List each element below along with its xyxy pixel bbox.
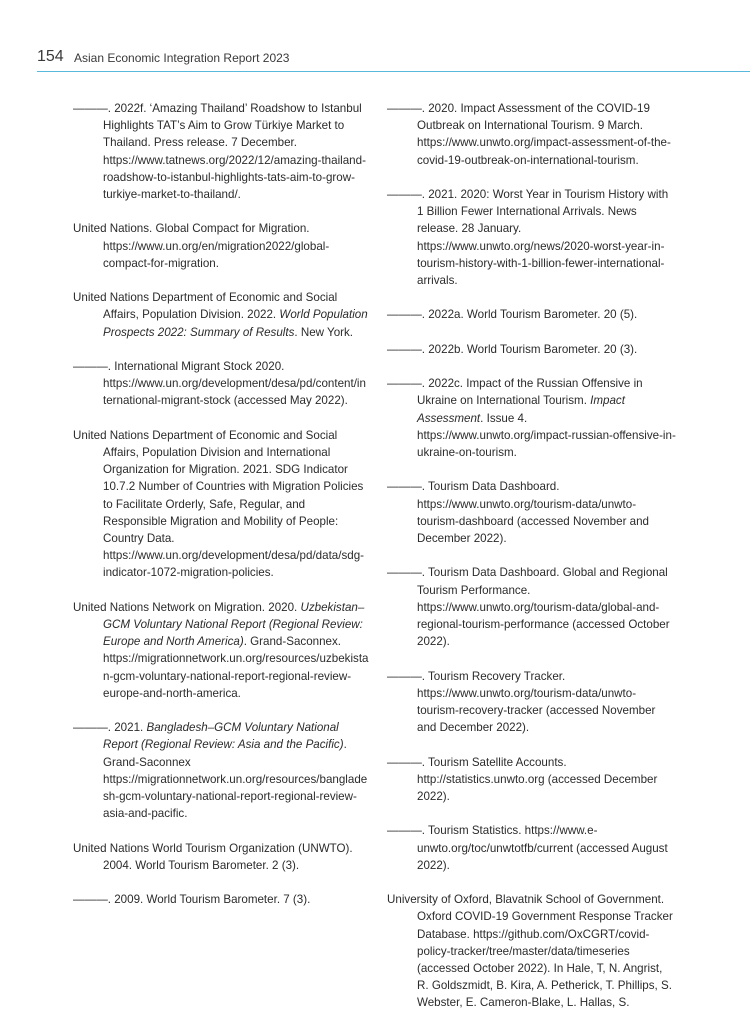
reference-title-italic: Uzbekistan–GCM Voluntary National Report (Regional Review: Europe and North America) xyxy=(103,600,365,649)
reference-entry xyxy=(73,840,369,874)
reference-text: ———. 2022c. Impact of the Russian Offensive in Ukraine on International Tourism. xyxy=(387,377,643,408)
reference-text: ———. Tourism Data Dashboard. Global and Regional Tourism Performance. https://www.unwto.org/tourism-data/global-and-regional-tourism-performance (accessed October 2022). xyxy=(387,566,670,649)
reference-entry xyxy=(73,289,369,341)
reference-entry xyxy=(73,100,369,203)
reference-text: ———. 2022a. World Tourism Barometer. 20 (5). xyxy=(387,308,638,322)
reference-text: ———. 2022f. ‘Amazing Thailand’ Roadshow to Istanbul Highlights TAT’s Aim to Grow Türkiye Market to Thailand. Press release. 7 December. https://www.tatnews.org/2022/12/amazing-thailand-roadshow-to-istanbul-highlights-tats-aim-to-grow-turkiye-market-to-thailand/. xyxy=(73,102,366,202)
reference-entry xyxy=(387,341,677,358)
reference-entry xyxy=(387,375,677,461)
reference-entry xyxy=(387,822,677,874)
reference-entry xyxy=(387,668,677,737)
reference-text: . New York. xyxy=(294,325,354,339)
reference-entry xyxy=(387,186,677,289)
reference-entry xyxy=(73,719,369,822)
reference-entry xyxy=(73,891,369,908)
reference-entry xyxy=(73,427,369,582)
reference-text: . Grand-Saconnex. https://migrationnetwork.un.org/resources/uzbekistan-gcm-voluntary-national-report-regional-review-europe-and-north-america. xyxy=(103,635,369,700)
header-rule xyxy=(37,71,750,72)
reference-text: United Nations Department of Economic and Social Affairs, Population Division. 2022. xyxy=(73,291,338,322)
reference-title-italic: Impact Assessment xyxy=(417,394,625,425)
running-title: Asian Economic Integration Report 2023 xyxy=(74,51,290,65)
reference-text: United Nations Network on Migration. 2020. xyxy=(73,600,301,614)
reference-text: ———. Tourism Data Dashboard. https://www.unwto.org/tourism-data/unwto-tourism-dashboard (accessed November and December 2022). xyxy=(387,480,649,545)
reference-entry xyxy=(387,100,677,169)
reference-text: ———. 2021. 2020: Worst Year in Tourism History with 1 Billion Fewer International Arrivals. News release. 28 January. https://www.unwto.org/news/2020-worst-year-in-tourism-history-with-1-billion-fewer-international-arrivals. xyxy=(387,188,669,288)
reference-entry xyxy=(387,891,677,1011)
reference-text: University of Oxford, Blavatnik School of Government. Oxford COVID-19 Government Response Tracker Database. https://github.com/OxCGRT/covid-policy-tracker/tree/master/data/timeseries (accessed October 2022). In Hale, T, N. Angrist, R. Goldszmidt, B. Kira, A. Petherick, T. Phillips, S. Webster, E. Cameron-Blake, L. Hallas, S. xyxy=(387,893,673,1010)
reference-text: United Nations Department of Economic and Social Affairs, Population Division and International Organization for Migration. 2021. SDG Indicator 10.7.2 Number of Countries with Migration Policies to Facilitate Orderly, Safe, Regular, and Responsible Migration and Mobility of People: Country Data. https://www.un.org/development/desa/pd/data/sdg-indicator-1072-migration-policies. xyxy=(73,428,365,580)
reference-entry xyxy=(73,220,369,272)
reference-entry xyxy=(387,564,677,650)
reference-text: ———. 2021. xyxy=(73,721,147,735)
reference-title-italic: Bangladesh–GCM Voluntary National Report (Regional Review: Asia and the Pacific) xyxy=(103,721,344,752)
reference-text: ———. 2022b. World Tourism Barometer. 20 (3). xyxy=(387,342,638,356)
reference-entry xyxy=(73,599,369,702)
reference-text: . Issue 4. https://www.unwto.org/impact-russian-offensive-in-ukraine-on-tourism. xyxy=(417,411,676,459)
reference-text: ———. Tourism Satellite Accounts. http://statistics.unwto.org (accessed December 2022). xyxy=(387,755,658,803)
reference-text: ———. Tourism Recovery Tracker. https://www.unwto.org/tourism-data/unwto-tourism-recovery-tracker (accessed November and December 2022). xyxy=(387,669,656,735)
references-right-column xyxy=(387,100,677,1029)
reference-entry xyxy=(73,358,369,410)
reference-entry xyxy=(387,478,677,547)
reference-text: United Nations World Tourism Organization (UNWTO). 2004. World Tourism Barometer. 2 (3). xyxy=(73,841,353,872)
reference-title-italic: World Population Prospects 2022: Summary of Results xyxy=(103,308,368,339)
page-number: 154 xyxy=(37,48,64,65)
reference-text: ———. 2009. World Tourism Barometer. 7 (3). xyxy=(73,893,311,907)
reference-text: ———. 2020. Impact Assessment of the COVID-19 Outbreak on International Tourism. 9 March. https://www.unwto.org/impact-assessment-of-the-covid-19-outbreak-on-international-tourism. xyxy=(387,102,671,167)
page-header xyxy=(37,47,750,73)
reference-entry xyxy=(387,754,677,806)
reference-text: ———. International Migrant Stock 2020. https://www.un.org/development/desa/pd/content/international-migrant-stock (accessed May 2022). xyxy=(73,360,366,408)
references-left-column xyxy=(73,100,369,926)
reference-text: ———. Tourism Statistics. https://www.e-unwto.org/toc/unwtotfb/current (accessed August 2022). xyxy=(387,824,668,872)
reference-text: . Grand-Saconnex https://migrationnetwork.un.org/resources/bangladesh-gcm-voluntary-national-report-regional-review-asia-and-pacific. xyxy=(103,738,368,821)
reference-entry xyxy=(387,306,677,323)
reference-text: United Nations. Global Compact for Migration. https://www.un.org/en/migration2022/global-compact-for-migration. xyxy=(73,222,330,270)
